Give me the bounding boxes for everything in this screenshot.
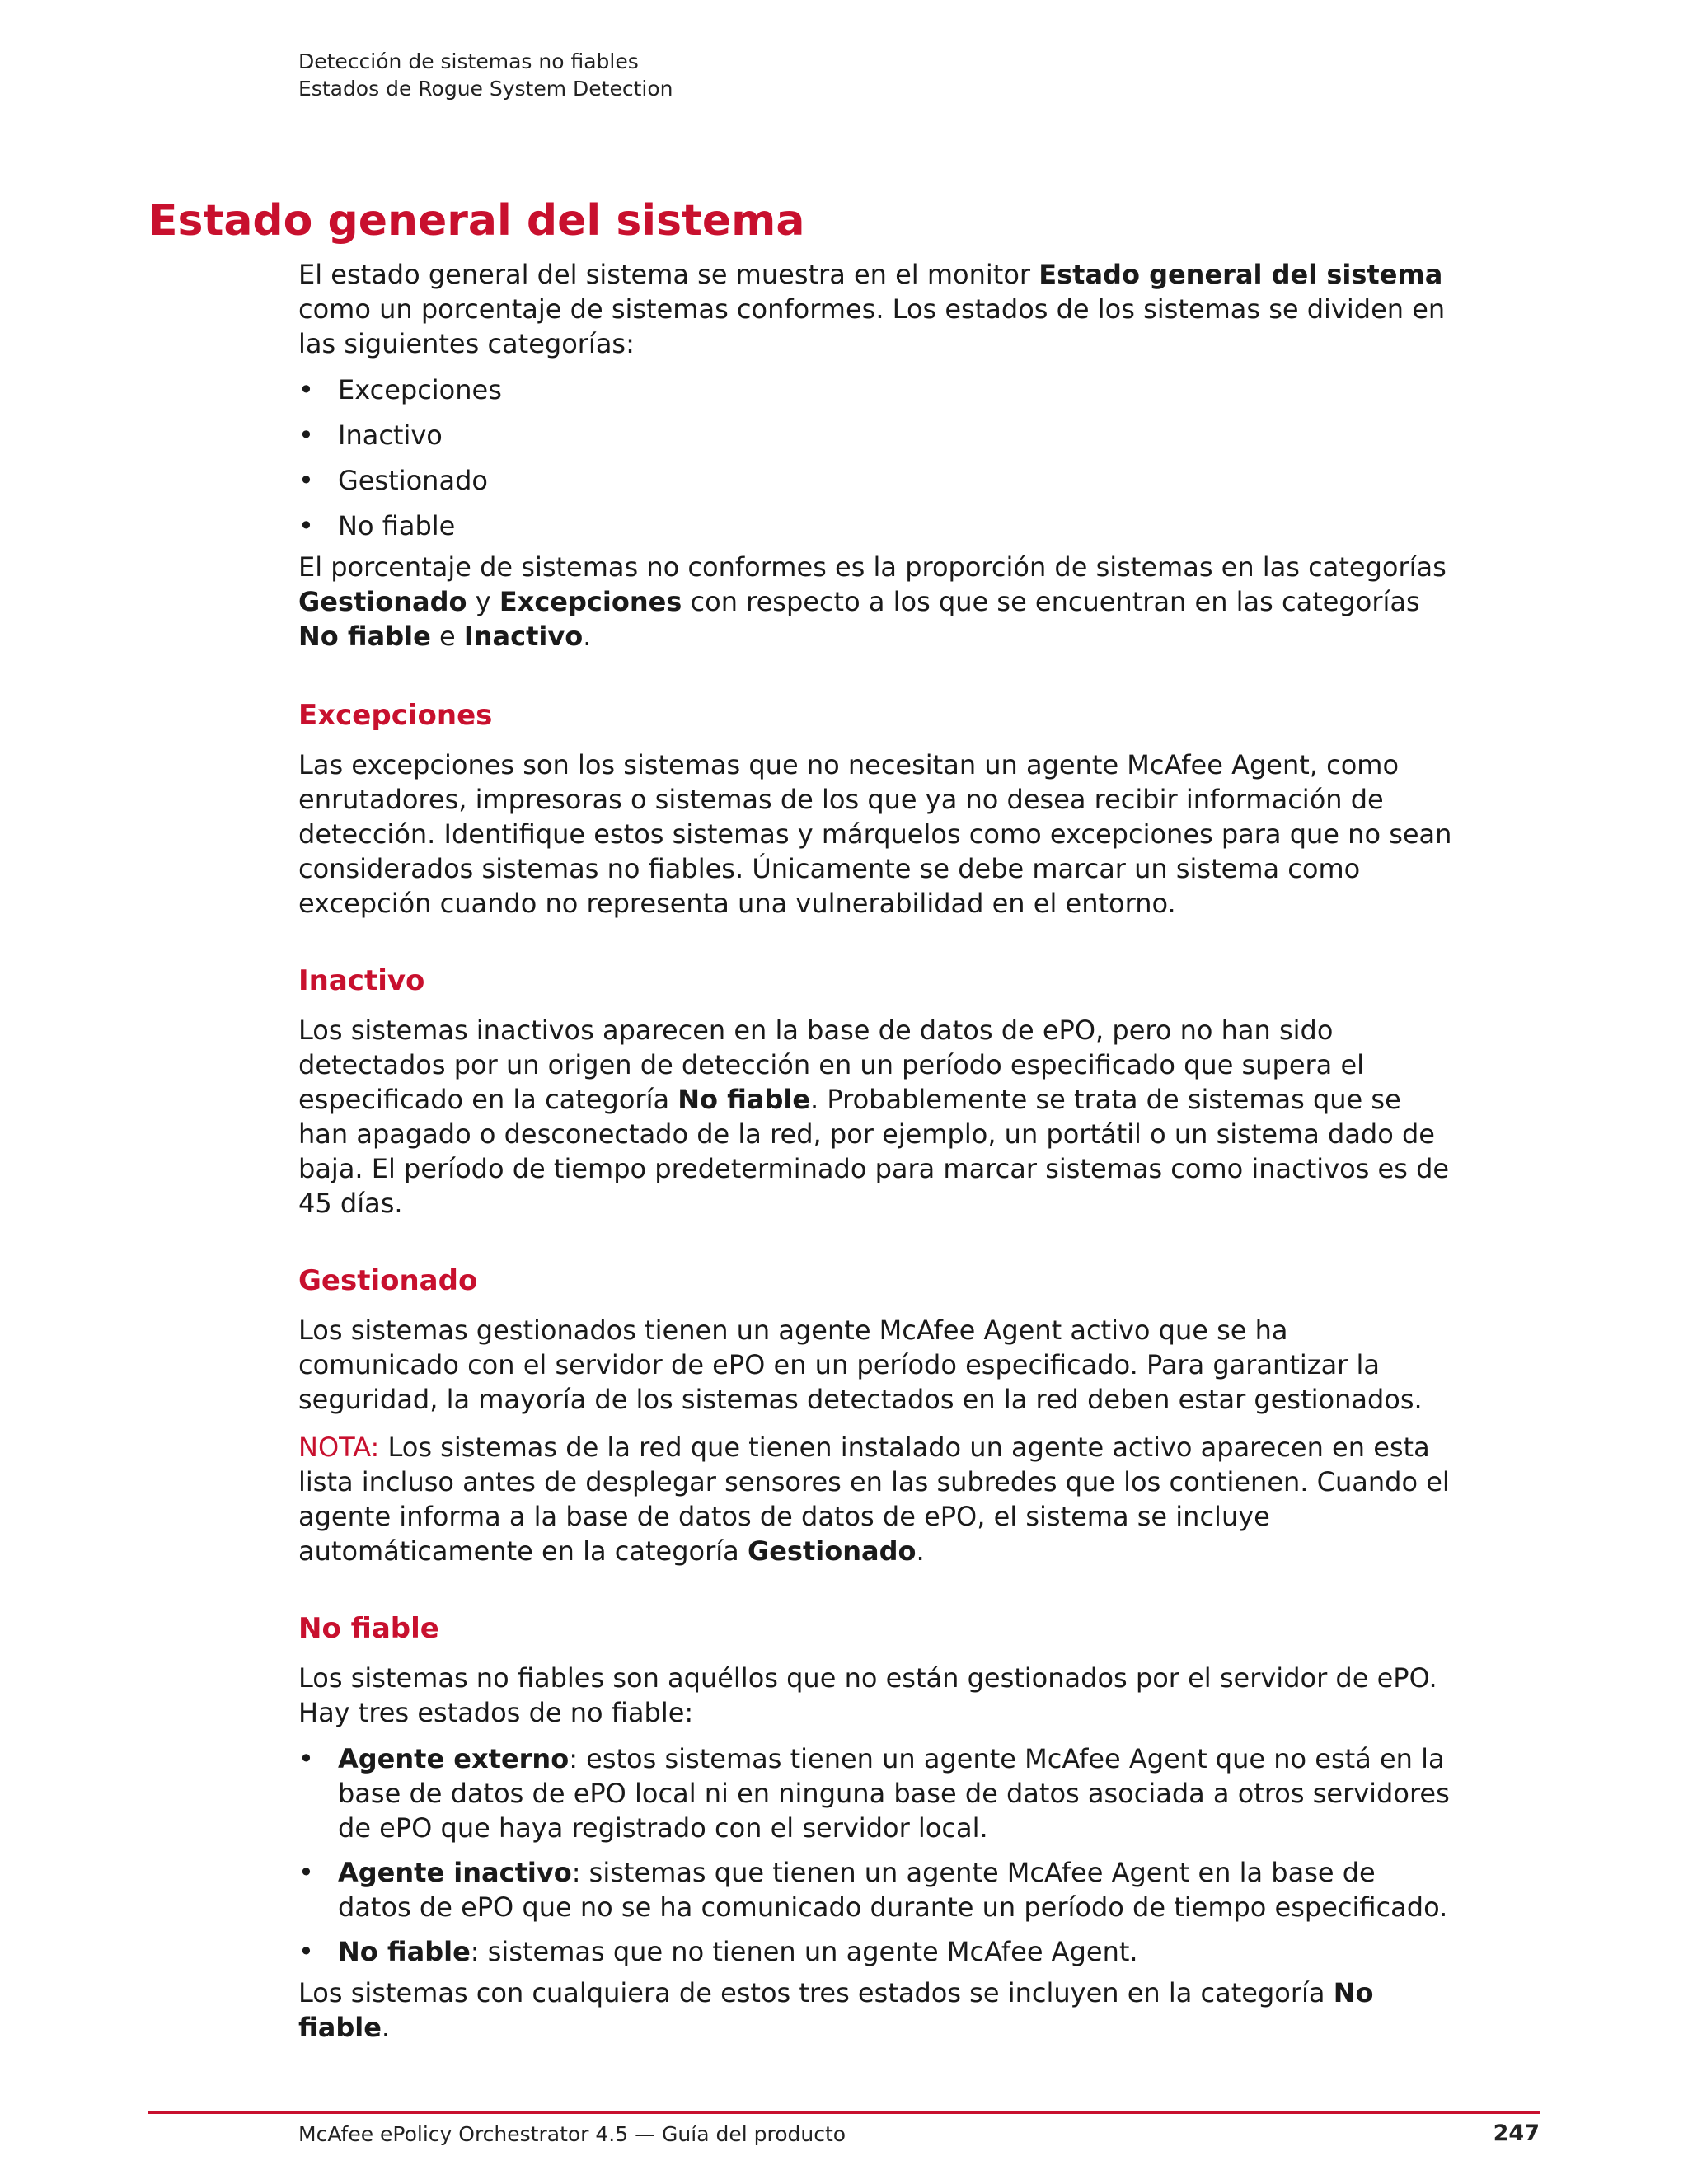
section-inactivo — [298, 963, 1452, 1221]
list-item-text: Excepciones — [338, 374, 502, 405]
state-term: Agente inactivo — [338, 1857, 572, 1888]
term-inactivo: Inactivo — [463, 621, 584, 652]
bullet-glyph: • — [298, 374, 314, 405]
excepciones-paragraph: Las excepciones son los sistemas que no necesitan un agente McAfee Agent, como enrutadores, impresoras o sistemas de los que ya no desea recibir información de detección. Identifique estos sistemas y márquelos como excepciones para que no sean considerados sistemas no fiables. Únicamente se debe marcar un sistema como excepción cuando no representa una vulnerabilidad en el entorno. — [298, 749, 1452, 919]
bullet-glyph: • — [298, 465, 314, 496]
intro-text: El estado general del sistema se muestra en el monitor — [298, 259, 1039, 290]
heading-excepciones: Excepciones — [298, 699, 493, 732]
list-item — [298, 1741, 1452, 1845]
list-item — [298, 418, 1452, 452]
list-item-text: Gestionado — [338, 465, 488, 496]
intro-text-cont: como un porcentaje de sistemas conformes. Los estados de los sistemas se dividen en las siguientes categorías: — [298, 293, 1446, 359]
category-list — [298, 373, 1452, 543]
term-no-fiable: No fiable — [298, 621, 431, 652]
state-term: No fiable — [338, 1936, 471, 1967]
footer-title: McAfee ePolicy Orchestrator 4.5 — Guía del producto — [298, 2122, 846, 2146]
list-item-text: Inactivo — [338, 419, 443, 451]
main-content — [298, 257, 1452, 2045]
ratio-text: El porcentaje de sistemas no conformes es la proporción de sistemas en las categorías — [298, 551, 1447, 583]
page-number: 247 — [1493, 2121, 1540, 2146]
no-fiable-intro: Los sistemas no fiables son aquéllos que no están gestionados por el servidor de ePO. Hay tres estados de no fiable: — [298, 1662, 1437, 1728]
bullet-glyph: • — [298, 419, 314, 451]
header-chapter: Detección de sistemas no fiables — [298, 49, 639, 73]
footer-divider — [148, 2111, 1540, 2114]
heading-inactivo: Inactivo — [298, 964, 425, 997]
bullet-glyph: • — [298, 1857, 314, 1888]
ratio-text: con respecto a los que se encuentran en las categorías — [682, 586, 1420, 617]
inactivo-text-cont: . Probablemente se trata de sistemas que se han apagado o desconectado de la red, por ejemplo, un portátil o un sistema dado de baja. El período de tiempo predeterminado para marcar sistemas como inactivos es de 45 días. — [298, 1084, 1450, 1219]
list-item — [298, 1855, 1452, 1924]
heading-gestionado: Gestionado — [298, 1264, 478, 1297]
page-title: Estado general del sistema — [148, 196, 805, 246]
ratio-text: . — [583, 621, 592, 652]
state-list — [298, 1741, 1452, 1969]
state-desc: : sistemas que tienen un agente McAfee Agent en la base de datos de ePO que no se ha comunicado durante un período de tiempo especificado. — [338, 1857, 1448, 1923]
closing-text: Los sistemas con cualquiera de estos tres estados se incluyen en la categoría — [298, 1977, 1334, 2008]
ratio-text: e — [430, 621, 464, 652]
section-no-fiable — [298, 1611, 1452, 2045]
closing-text-end: . — [381, 2012, 391, 2043]
inactivo-paragraph — [298, 1013, 1452, 1221]
list-item — [298, 373, 1452, 407]
no-fiable-closing — [298, 1975, 1452, 2045]
term-no-fiable: No fiable — [298, 1977, 1374, 2043]
bullet-glyph: • — [298, 1743, 314, 1774]
heading-no-fiable: No fiable — [298, 1612, 439, 1645]
state-term: Agente externo — [338, 1743, 570, 1774]
note-paragraph — [298, 1430, 1452, 1568]
state-desc: : sistemas que no tienen un agente McAfee Agent. — [470, 1936, 1138, 1967]
intro-paragraph — [298, 257, 1452, 361]
list-item-text: No fiable — [338, 510, 456, 541]
section-excepciones — [298, 698, 1452, 921]
header-section: Estados de Rogue System Detection — [298, 77, 673, 101]
note-label: NOTA: — [298, 1432, 380, 1463]
monitor-name: Estado general del sistema — [1039, 259, 1443, 290]
ratio-paragraph — [298, 550, 1452, 654]
list-item — [298, 509, 1452, 543]
term-gestionado: Gestionado — [747, 1535, 917, 1567]
list-item — [298, 463, 1452, 498]
term-gestionado: Gestionado — [298, 586, 467, 617]
term-excepciones: Excepciones — [499, 586, 682, 617]
list-item — [298, 1934, 1452, 1969]
note-text-end: . — [916, 1535, 925, 1567]
bullet-glyph: • — [298, 1936, 314, 1967]
inactivo-text: Los sistemas inactivos aparecen en la base de datos de ePO, pero no han sido detectados por un origen de detección en un período especificado que supera el especificado en la categoría — [298, 1015, 1365, 1115]
note-text: Los sistemas de la red que tienen instalado un agente activo aparecen en esta lista incluso antes de desplegar sensores en las subredes que los contienen. Cuando el agente informa a la base de datos de datos de ePO, el sistema se incluye automáticamente en la categoría — [298, 1432, 1450, 1567]
section-gestionado — [298, 1263, 1452, 1568]
state-desc: : estos sistemas tienen un agente McAfee Agent que no está en la base de datos de ePO local ni en ninguna base de datos asociada a otros servidores de ePO que haya registrado con el servidor local. — [338, 1743, 1450, 1844]
gestionado-paragraph: Los sistemas gestionados tienen un agente McAfee Agent activo que se ha comunicado con el servidor de ePO en un período especificado. Para garantizar la seguridad, la mayoría de los sistemas detectados en la red deben estar gestionados. — [298, 1315, 1423, 1415]
ratio-text: y — [467, 586, 499, 617]
bullet-glyph: • — [298, 510, 314, 541]
running-header — [298, 48, 673, 102]
term-no-fiable: No fiable — [678, 1084, 811, 1115]
